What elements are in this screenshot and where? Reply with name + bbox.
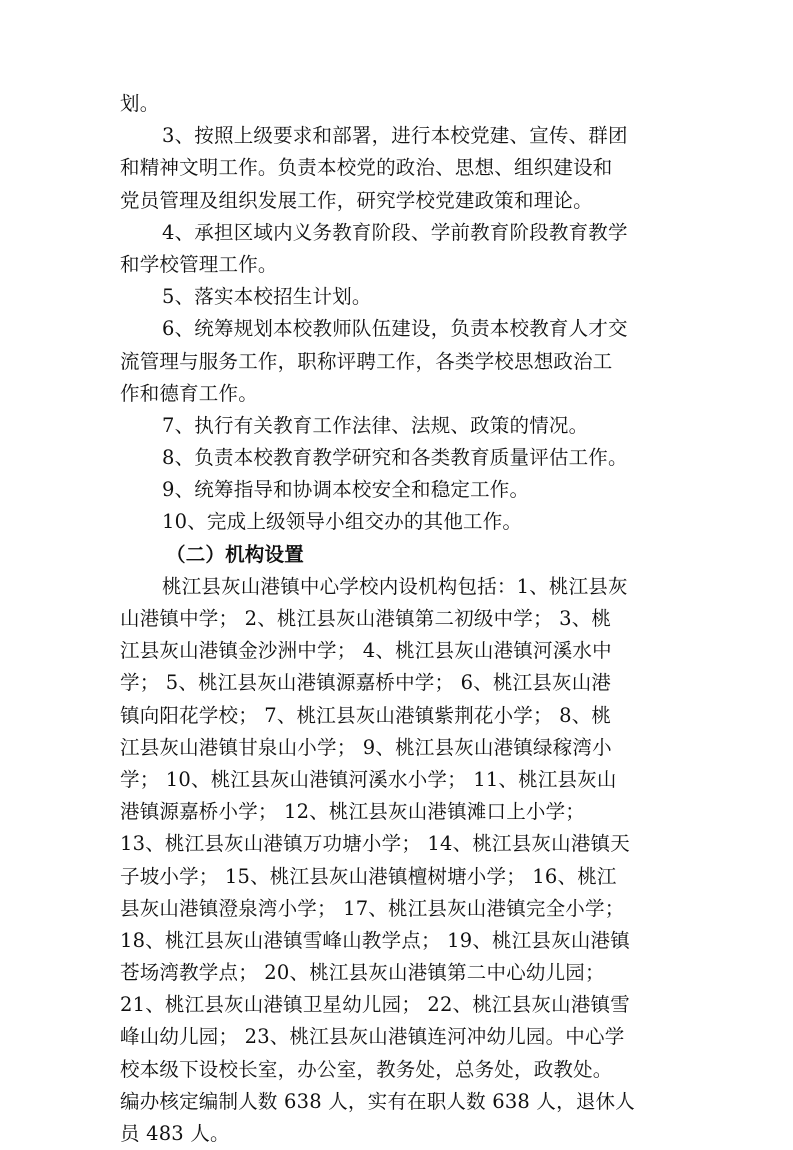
- text-line: 21、桃江县灰山港镇卫星幼儿园； 22、桃江县灰山港镇雪: [120, 993, 630, 1017]
- text-line: 苍场湾教学点； 20、桃江县灰山港镇第二中心幼儿园；: [120, 961, 605, 985]
- text-line: 山港镇中学； 2、桃江县灰山港镇第二初级中学； 3、桃: [120, 607, 612, 630]
- text-line: 作和德育工作。: [120, 381, 258, 405]
- text-line: 峰山幼儿园； 23、桃江县灰山港镇连河冲幼儿园。中心学: [120, 1025, 625, 1049]
- text-line: 学； 5、桃江县灰山港镇源嘉桥中学； 6、桃江县灰山港: [120, 671, 612, 695]
- text-line: 8、负责本校教育教学研究和各类教育质量评估工作。: [162, 446, 628, 470]
- text-line: 3、按照上级要求和部署，进行本校党建、宣传、群团: [162, 124, 628, 148]
- text-line: 编办核定编制人数 638 人，实有在职人数 638 人，退休人: [120, 1089, 635, 1113]
- text-line: 校本级下设校长室，办公室，教务处，总务处，政教处。: [120, 1057, 613, 1081]
- text-line: 学； 10、桃江县灰山港镇河溪水小学； 11、桃江县灰山: [120, 767, 617, 791]
- text-line: 镇向阳花学校； 7、桃江县灰山港镇紫荆花小学； 8、桃: [120, 703, 612, 727]
- document-body: [120, 88, 680, 1150]
- text-line: 江县灰山港镇甘泉山小学； 9、桃江县灰山港镇绿稼湾小: [120, 735, 612, 759]
- text-line: 港镇源嘉桥小学； 12、桃江县灰山港镇滩口上小学；: [120, 800, 586, 824]
- text-line: 江县灰山港镇金沙洲中学； 4、桃江县灰山港镇河溪水中: [120, 639, 612, 663]
- text-line: 7、执行有关教育工作法律、法规、政策的情况。: [162, 413, 589, 437]
- text-line: 4、承担区域内义务教育阶段、学前教育阶段教育教学: [162, 220, 628, 244]
- text-line: 子坡小学； 15、桃江县灰山港镇檀树塘小学； 16、桃江: [120, 864, 617, 888]
- text-line: 6、统筹规划本校教师队伍建设，负责本校教育人才交: [162, 317, 628, 341]
- text-line: 流管理与服务工作，职称评聘工作，各类学校思想政治工: [120, 349, 613, 373]
- text-line: 和精神文明工作。负责本校党的政治、思想、组织建设和: [120, 156, 613, 180]
- text-line: 9、统筹指导和协调本校安全和稳定工作。: [162, 478, 530, 502]
- text-line: 党员管理及组织发展工作，研究学校党建政策和理论。: [120, 188, 593, 212]
- text-line: 18、桃江县灰山港镇雪峰山教学点； 19、桃江县灰山港镇: [120, 928, 630, 952]
- text-line: 县灰山港镇澄泉湾小学； 17、桃江县灰山港镇完全小学；: [120, 896, 625, 920]
- text-line: 13、桃江县灰山港镇万功塘小学； 14、桃江县灰山港镇天: [120, 832, 630, 856]
- section-heading: （二）机构设置: [166, 542, 304, 566]
- text-line: 员 483 人。: [120, 1122, 230, 1145]
- text-line: 桃江县灰山港镇中心学校内设机构包括：1、桃江县灰: [162, 574, 628, 598]
- text-line: 划。: [120, 92, 160, 115]
- text-line: 和学校管理工作。: [120, 252, 278, 276]
- text-line: 10、完成上级领导小组交办的其他工作。: [162, 510, 523, 534]
- text-line: 5、落实本校招生计划。: [162, 285, 372, 309]
